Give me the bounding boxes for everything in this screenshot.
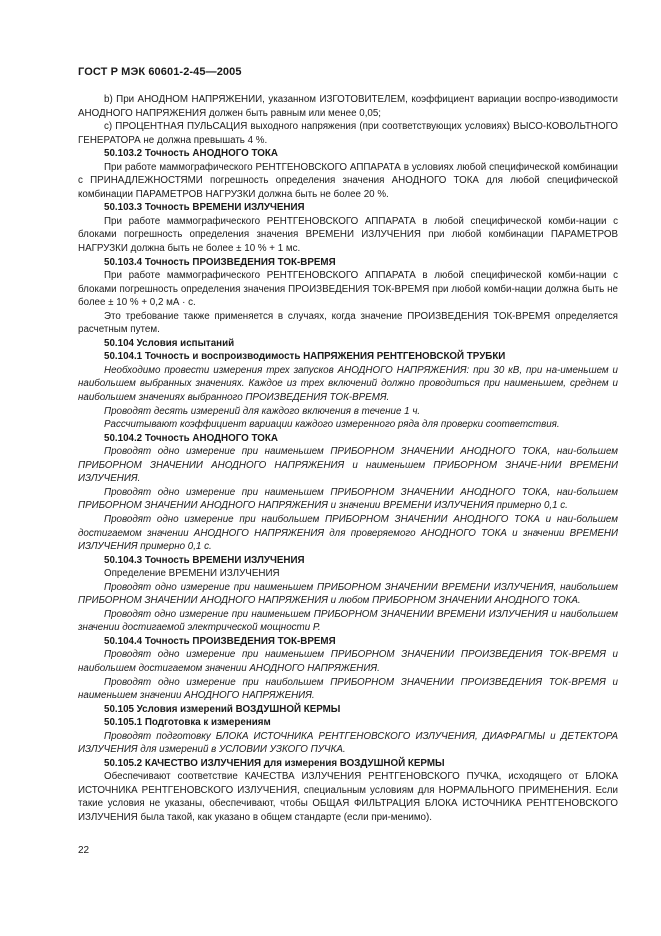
paragraph: Проводят десять измерений для каждого включения в течение 1 ч. (104, 405, 421, 417)
section-heading: 50.103.2 Точность АНОДНОГО ТОКА (104, 148, 278, 160)
section-heading: 50.104.3 Точность ВРЕМЕНИ ИЗЛУЧЕНИЯ (104, 554, 305, 566)
paragraph: Это требование также применяется в случаях, когда значение ПРОИЗВЕДЕНИЯ ТОК-ВРЕМЯ определяется расчетным путем. (78, 310, 618, 336)
section-heading: 50.104.1 Точность и воспроизводимость НАПРЯЖЕНИЯ РЕНТГЕНОВСКОЙ ТРУБКИ (104, 351, 506, 363)
paragraph: b) При АНОДНОМ НАПРЯЖЕНИИ, указанном ИЗГОТОВИТЕЛЕМ, коэффициент вариации воспро-изводимости АНОДНОГО НАПРЯЖЕНИЯ должен быть равным или менее 0,05; (78, 94, 618, 119)
page-number: 22 (78, 845, 90, 856)
paragraph: Проводят одно измерение при наименьшем ПРИБОРНОМ ЗНАЧЕНИИ ВРЕМЕНИ ИЗЛУЧЕНИЯ, наибольшем ПРИБОРНОМ ЗНАЧЕНИИ АНОДНОГО НАПРЯЖЕНИЯ и любом ПРИБОРНОМ ЗНАЧЕНИИ АНОДНОГО ТОКА. (78, 581, 618, 607)
paragraph: Необходимо провести измерения трех запусков АНОДНОГО НАПРЯЖЕНИЯ: при 30 кВ, при на-именьшем и наибольшем выбранных значениях. Каждое из трех включений должно проводиться при наименьшем, среднем и наибольшем значениях выбранного ПРОИЗВЕДЕНИЯ ТОК-ВРЕМЯ. (78, 364, 618, 404)
section-heading: 50.105.1 Подготовка к измерениям (104, 717, 271, 729)
standard-header: ГОСТ Р МЭК 60601-2-45—2005 (78, 66, 242, 78)
paragraph: При работе маммографического РЕНТГЕНОВСКОГО АППАРАТА в любой специфической комби-нации с блоками погрешность определения значения ВРЕМЕНИ ИЗЛУЧЕНИЯ при любой комбинации ПАРАМЕТРОВ НАГРУЗКИ должна быть не более ± 10 % + 1 мс. (78, 215, 618, 255)
paragraph: Рассчитывают коэффициент вариации каждого измеренного ряда для проверки соответствия. (104, 419, 560, 431)
paragraph: Проводят одно измерение при наименьшем ПРИБОРНОМ ЗНАЧЕНИИ АНОДНОГО ТОКА, наи-большем ПРИБОРНОМ ЗНАЧЕНИИ АНОДНОГО НАПРЯЖЕНИЯ и наименьшем ПРИБОРНОМ ЗНАЧЕ-НИИ ВРЕМЕНИ ИЗЛУЧЕНИЯ. (78, 446, 618, 485)
paragraph: Проводят подготовку БЛОКА ИСТОЧНИКА РЕНТГЕНОВСКОГО ИЗЛУЧЕНИЯ, ДИАФРАГМЫ и ДЕТЕКТОРА ИЗЛУЧЕНИЯ для измерений в УСЛОВИИ УЗКОГО ПУЧКА. (78, 730, 618, 756)
section-heading: 50.105 Условия измерений ВОЗДУШНОЙ КЕРМЫ (104, 703, 341, 715)
document-body (78, 93, 618, 825)
paragraph: Проводят одно измерение при наибольшем ПРИБОРНОМ ЗНАЧЕНИИ АНОДНОГО ТОКА и наи-большем достигаемом значении АНОДНОГО НАПРЯЖЕНИЯ для проверяемого АНОДНОГО ТОКА и значении ВРЕМЕНИ ИЗЛУЧЕНИЯ примерно 0,1 с. (78, 513, 618, 553)
paragraph: Проводят одно измерение при наименьшем ПРИБОРНОМ ЗНАЧЕНИИ ПРОИЗВЕДЕНИЯ ТОК-ВРЕМЯ и наибольшем достигаемом значении АНОДНОГО НАПРЯЖЕНИЯ. (78, 649, 618, 674)
paragraph: Определение ВРЕМЕНИ ИЗЛУЧЕНИЯ (104, 568, 280, 580)
paragraph: Проводят одно измерение при наименьшем ПРИБОРНОМ ЗНАЧЕНИИ ВРЕМЕНИ ИЗЛУЧЕНИЯ и наибольшем значении достигаемой электрической мощности Р. (78, 608, 618, 634)
section-heading: 50.103.3 Точность ВРЕМЕНИ ИЗЛУЧЕНИЯ (104, 202, 305, 214)
paragraph: При работе маммографического РЕНТГЕНОВСКОГО АППАРАТА в любой специфической комби-нации с блоками погрешность определения значения ПРОИЗВЕДЕНИЯ ТОК-ВРЕМЯ при любой комби-нации должна быть не более ± 10 % + 0,2 мА · с. (78, 270, 618, 309)
paragraph: При работе маммографического РЕНТГЕНОВСКОГО АППАРАТА в условиях любой специфической комбинации с ПРИНАДЛЕЖНОСТЯМИ погрешность определения значения АНОДНОГО ТОКА для любой специфической комбинации ПАРАМЕТРОВ НАГРУЗКИ должна быть не более 20 %. (78, 161, 618, 200)
section-heading: 50.104 Условия испытаний (104, 337, 235, 349)
paragraph: Обеспечивают соответствие КАЧЕСТВА ИЗЛУЧЕНИЯ РЕНТГЕНОВСКОГО ПУЧКА, исходящего от БЛОКА ИСТОЧНИКА РЕНТГЕНОВСКОГО ИЗЛУЧЕНИЯ, специальным условиям для НОРМАЛЬНОГО ПРИМЕНЕНИЯ. Если такие условия не указаны, обеспечивают, чтобы ОБЩАЯ ФИЛЬТРАЦИЯ БЛОКА ИСТОЧНИКА РЕНТГЕНОВСКОГО ИЗЛУЧЕНИЯ была такой, как указано в общем стандарте (если при-менимо). (78, 771, 618, 823)
section-heading: 50.104.2 Точность АНОДНОГО ТОКА (104, 432, 278, 444)
paragraph: Проводят одно измерение при наименьшем ПРИБОРНОМ ЗНАЧЕНИИ АНОДНОГО ТОКА, наи-большем ПРИБОРНОМ ЗНАЧЕНИИ АНОДНОГО НАПРЯЖЕНИЯ и значении ВРЕМЕНИ ИЗЛУЧЕНИЯ примерно 0,1 с. (78, 486, 618, 512)
paragraph: Проводят одно измерение при наибольшем ПРИБОРНОМ ЗНАЧЕНИИ ПРОИЗВЕДЕНИЯ ТОК-ВРЕМЯ и наименьшем значении АНОДНОГО НАПРЯЖЕНИЯ. (78, 676, 618, 702)
section-heading: 50.104.4 Точность ПРОИЗВЕДЕНИЯ ТОК-ВРЕМЯ (104, 635, 336, 647)
section-heading: 50.103.4 Точность ПРОИЗВЕДЕНИЯ ТОК-ВРЕМЯ (104, 256, 336, 268)
section-heading: 50.105.2 КАЧЕСТВО ИЗЛУЧЕНИЯ для измерения ВОЗДУШНОЙ КЕРМЫ (104, 757, 445, 769)
paragraph: c) ПРОЦЕНТНАЯ ПУЛЬСАЦИЯ выходного напряжения (при соответствующих условиях) ВЫСО-КОВОЛЬТНОГО ГЕНЕРАТОРА не должна превышать 4 %. (78, 121, 618, 146)
